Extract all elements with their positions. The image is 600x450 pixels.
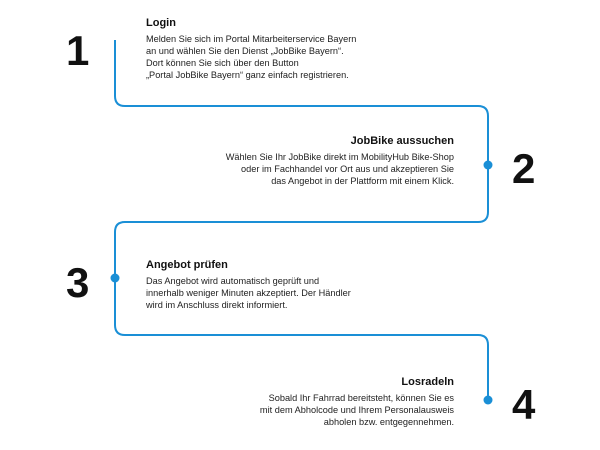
- step-number-2: 2: [512, 145, 536, 192]
- step-3-line-2: innerhalb weniger Minuten akzeptiert. Der Händler: [146, 288, 351, 298]
- step-3-line-3: wird im Anschluss direkt informiert.: [146, 300, 288, 310]
- step-4-line-2: mit dem Abholcode und Ihrem Personalausweis: [259, 405, 454, 415]
- step-number-1: 1: [66, 27, 90, 74]
- step-4-block: [260, 375, 454, 428]
- step-1-line-2: an und wählen Sie den Dienst „JobBike Bayern“.: [146, 46, 344, 56]
- step-2-title: JobBike aussuchen: [350, 135, 454, 147]
- step-1-line-4: „Portal JobBike Bayern“ ganz einfach registrieren.: [146, 70, 349, 80]
- step-4-line-3: abholen bzw. entgegennehmen.: [323, 417, 454, 427]
- step-4-title: Losradeln: [401, 376, 454, 388]
- step-2-line-1: Wählen Sie Ihr JobBike direkt im MobilityHub Bike-Shop: [225, 152, 454, 162]
- step-number-3: 3: [66, 259, 90, 306]
- step-2-block: [226, 134, 454, 187]
- step-1-line-1: Melden Sie sich im Portal Mitarbeiterservice Bayern: [146, 34, 357, 44]
- step-2-line-2: oder im Fachhandel vor Ort aus und akzeptieren Sie: [241, 164, 454, 174]
- step-1-block: [146, 16, 356, 81]
- connector-line: [115, 40, 488, 400]
- step-number-4: 4: [512, 381, 536, 428]
- step-dot-2: [484, 161, 493, 170]
- step-4-line-1: Sobald Ihr Fahrrad bereitsteht, können Sie es: [268, 393, 454, 403]
- step-1-title: Login: [146, 17, 176, 29]
- step-dot-4: [484, 396, 493, 405]
- step-2-line-3: das Angebot in der Plattform mit einem Klick.: [271, 176, 454, 186]
- step-1-line-3: Dort können Sie sich über den Button: [146, 58, 299, 68]
- step-3-title: Angebot prüfen: [146, 259, 228, 271]
- step-3-block: [146, 258, 351, 311]
- step-3-line-1: Das Angebot wird automatisch geprüft und: [146, 276, 320, 286]
- step-dot-3: [111, 274, 120, 283]
